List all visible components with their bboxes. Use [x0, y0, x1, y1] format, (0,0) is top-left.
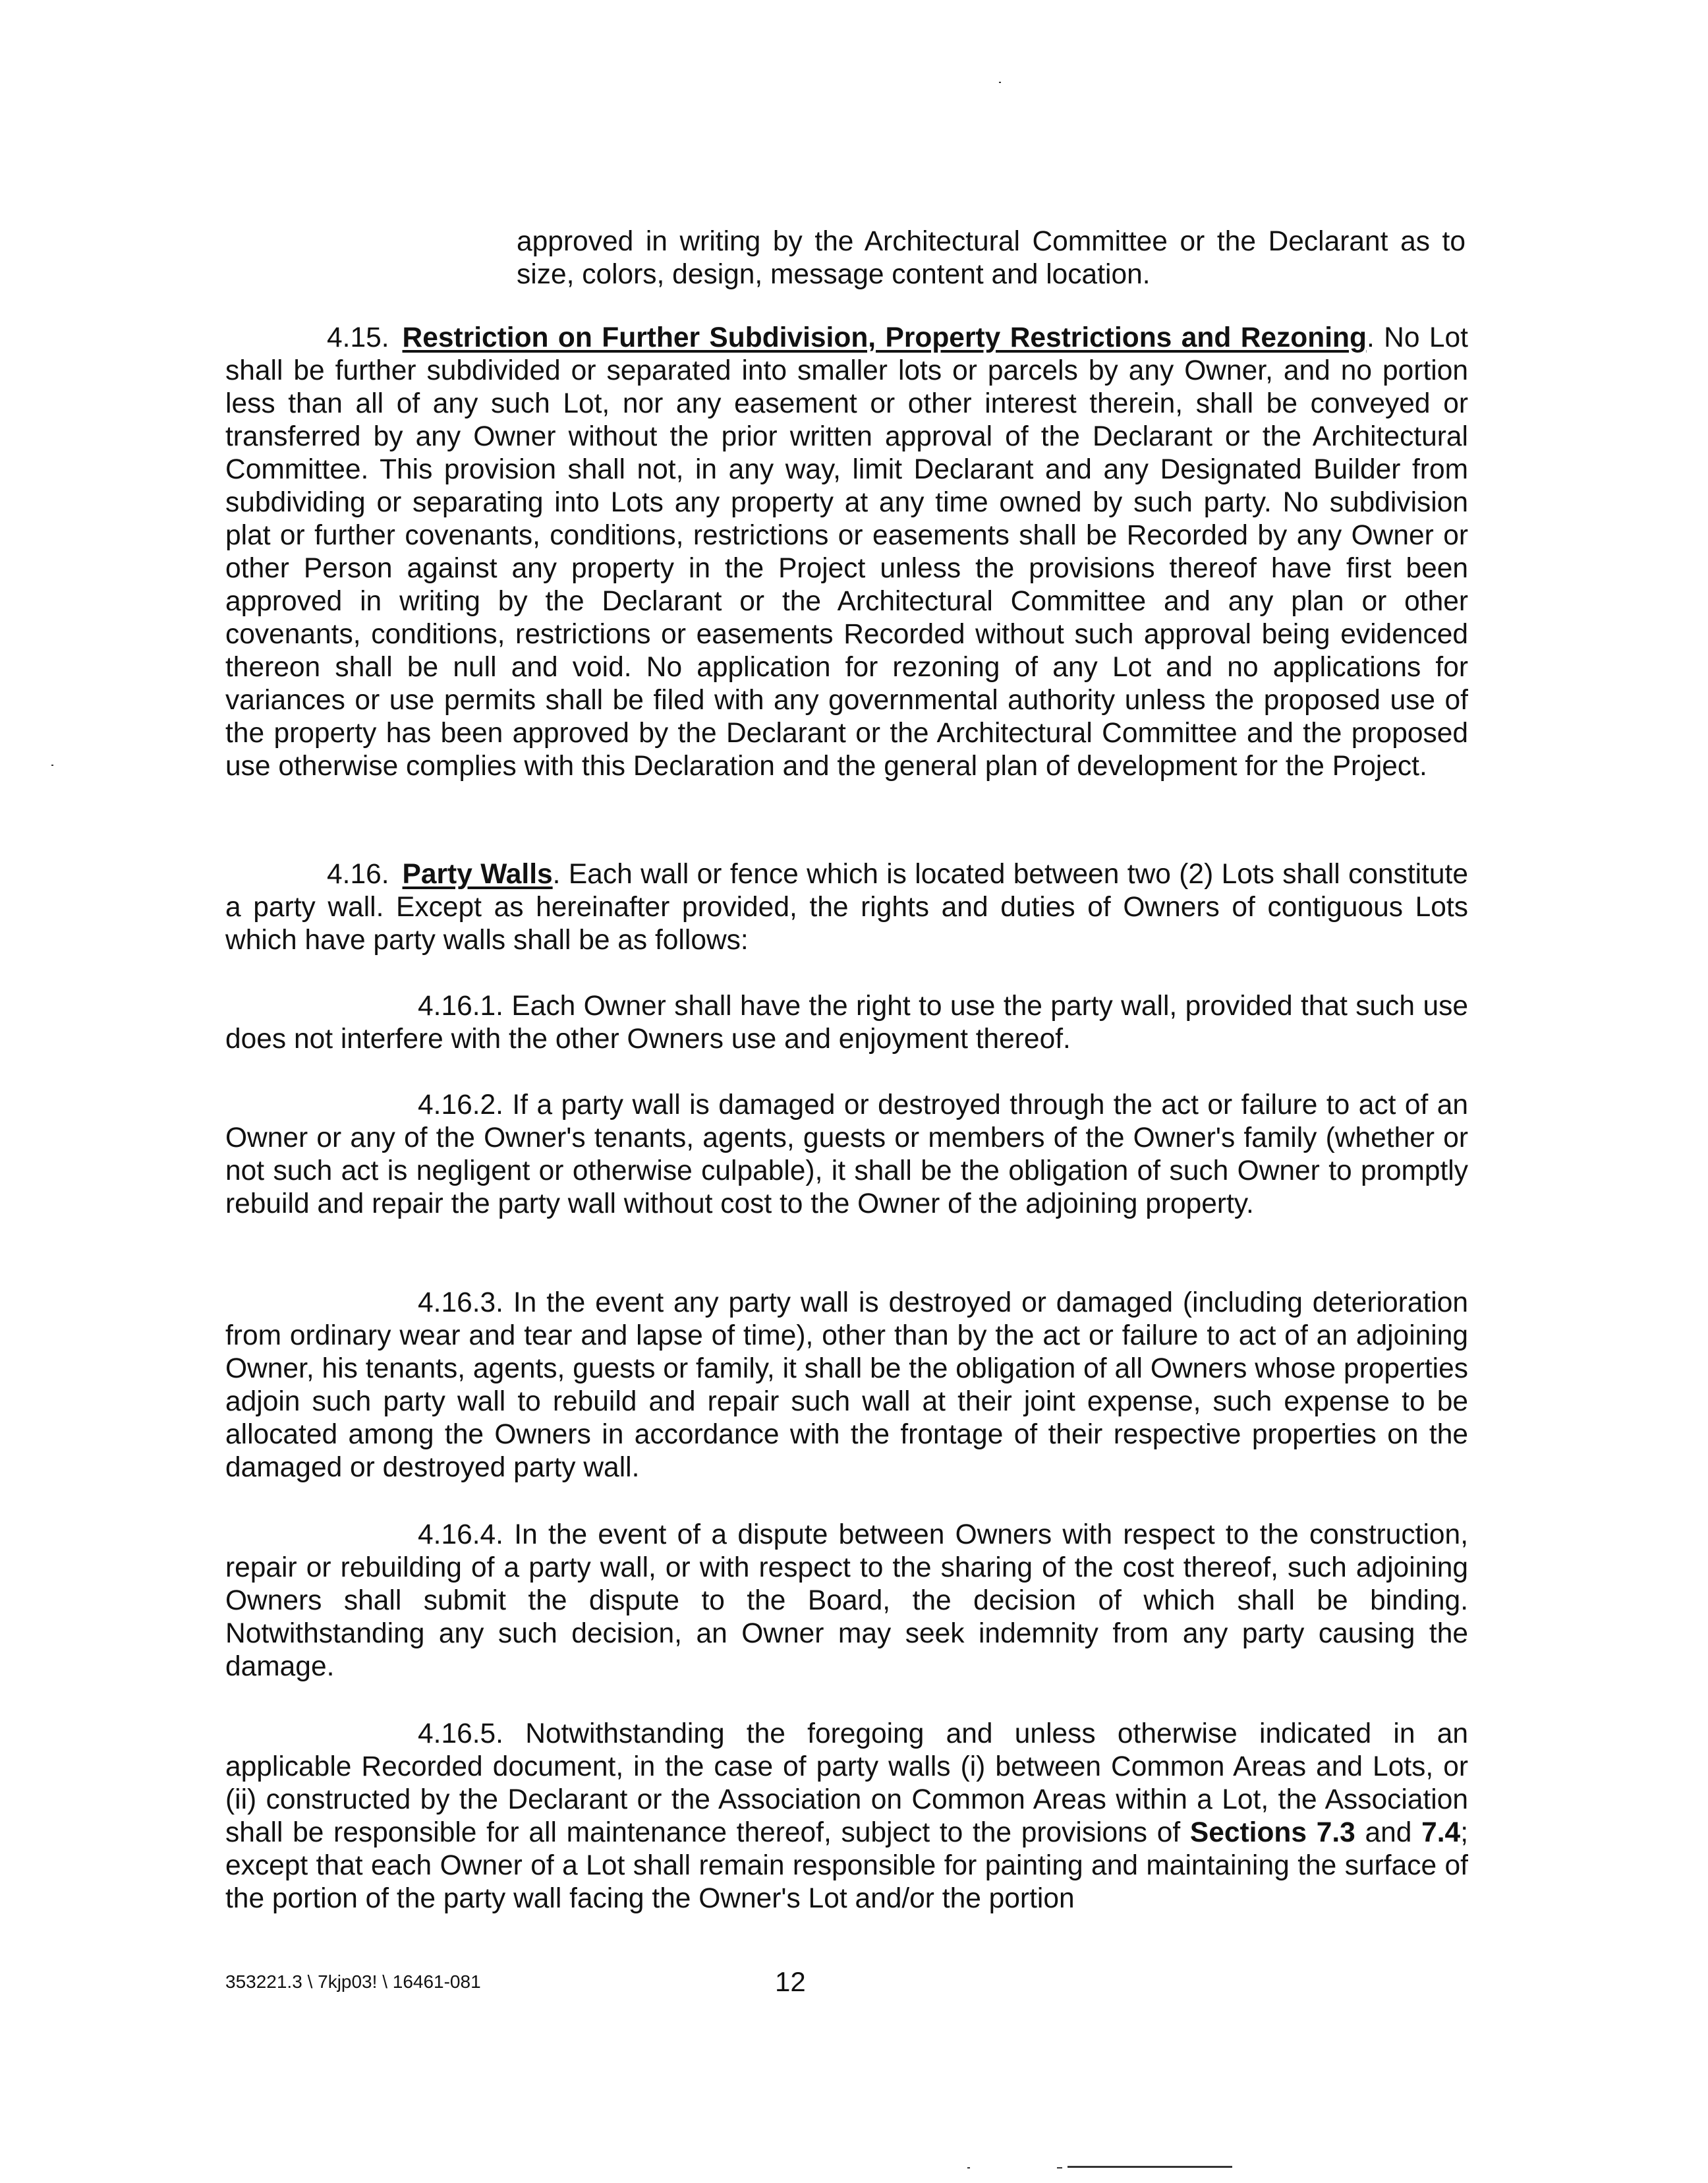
scan-edge-line	[1068, 2166, 1232, 2168]
subsection-4-16-1: 4.16.1. Each Owner shall have the right to use the party wall, provided that such use does not interfere with the other Owners use and enjoyment thereof.	[225, 991, 1468, 1055]
subsection-4-16-5	[225, 1718, 1468, 1915]
footer-document-id: 353221.3 \ 7kjp03! \ 16461-081	[225, 1971, 481, 1992]
scan-speck	[967, 2167, 970, 2168]
section-4-16-heading: Party Walls	[402, 859, 553, 890]
section-4-15-heading: Restriction on Further Subdivision, Property Restrictions and Rezoning	[402, 322, 1367, 353]
subsection-4-16-4: 4.16.4. In the event of a dispute between Owners with respect to the construction, repair or rebuilding of a party wall, or with respect to the sharing of the cost thereof, such adjoining Owners shall submit the dispute to the Board, the decision of which shall be binding. Notwithstanding any such decision, an Owner may seek indemnity from any party causing the damage.	[225, 1519, 1468, 1682]
scan-speck	[1057, 2167, 1062, 2168]
subsection-4-16-5-text-after: ; except that each Owner of a Lot shall remain responsible for painting and maintaining the surface of the portion of the party wall facing the Owner's Lot and/or the portion	[225, 1817, 1469, 1914]
scan-speck	[999, 82, 1001, 83]
section-4-16-paragraph	[225, 858, 1468, 957]
section-4-16-number: 4.16.	[327, 859, 389, 890]
section-4-15-paragraph	[225, 322, 1468, 783]
section-4-16-body: . Each wall or fence which is located between two (2) Lots shall constitute a party wall. Except as hereinafter provided, the rights and duties of Owners of contiguous Lots which have party walls shall be as follows:	[225, 859, 1468, 956]
section-reference-7-3: Sections 7.3	[1189, 1817, 1355, 1848]
section-4-15-body: . No Lot shall be further subdivided or separated into smaller lots or parcels by any Owner, and no portion less than all of any such Lot, nor any easement or other interest therein, shall be conveyed or transferred by any Owner without the prior written approval of the Declarant or the Architectural Committee. This provision shall not, in any way, limit Declarant and any Designated Builder from subdividing or separating into Lots any property at any time owned by such party. No subdivision plat or further covenants, conditions, restrictions or easements shall be Recorded by any Owner or other Person against any property in the Project unless the provisions thereof have first been approved in writing by the Declarant or the Architectural Committee and any plan or other covenants, conditions, restrictions or easements Recorded without such approval being evidenced thereon shall be null and void. No application for rezoning of any Lot and no applications for variances or use permits shall be filed with any governmental authority unless the proposed use of the property has been approved by the Declarant or the Architectural Committee and the proposed use otherwise complies with this Declaration and the general plan of development for the Project.	[225, 322, 1468, 782]
scan-speck	[51, 765, 53, 766]
continuation-paragraph: approved in writing by the Architectural Committee or the Declarant as to size, colors, design, message content and location.	[517, 226, 1466, 290]
subsection-4-16-3: 4.16.3. In the event any party wall is destroyed or damaged (including deterioration from ordinary wear and tear and lapse of time), other than by the act or failure to act of an adjoining Owner, his tenants, agents, guests or family, it shall be the obligation of all Owners whose properties adjoin such party wall to rebuild and repair such wall at their joint expense, such expense to be allocated among the Owners in accordance with the frontage of their respective properties on the damaged or destroyed party wall.	[225, 1287, 1468, 1483]
subsection-4-16-5-text-before: 4.16.5. Notwithstanding the foregoing and unless otherwise indicated in an applicable Recorded document, in the case of party walls (i) between Common Areas and Lots, or (ii) constructed by the Declarant or the Association on Common Areas within a Lot, the Association shall be responsible for all maintenance thereof, subject to the provisions of	[225, 1718, 1468, 1848]
subsection-4-16-2: 4.16.2. If a party wall is damaged or destroyed through the act or failure to act of an Owner or any of the Owner's tenants, agents, guests or members of the Owner's family (whether or not such act is negligent or otherwise culpable), it shall be the obligation of such Owner to promptly rebuild and repair the party wall without cost to the Owner of the adjoining property.	[225, 1090, 1468, 1219]
subsection-4-16-5-and: and	[1355, 1817, 1422, 1848]
section-reference-7-4: 7.4	[1421, 1817, 1461, 1848]
section-4-15-number: 4.15.	[327, 322, 389, 353]
page-number: 12	[775, 1966, 806, 1997]
